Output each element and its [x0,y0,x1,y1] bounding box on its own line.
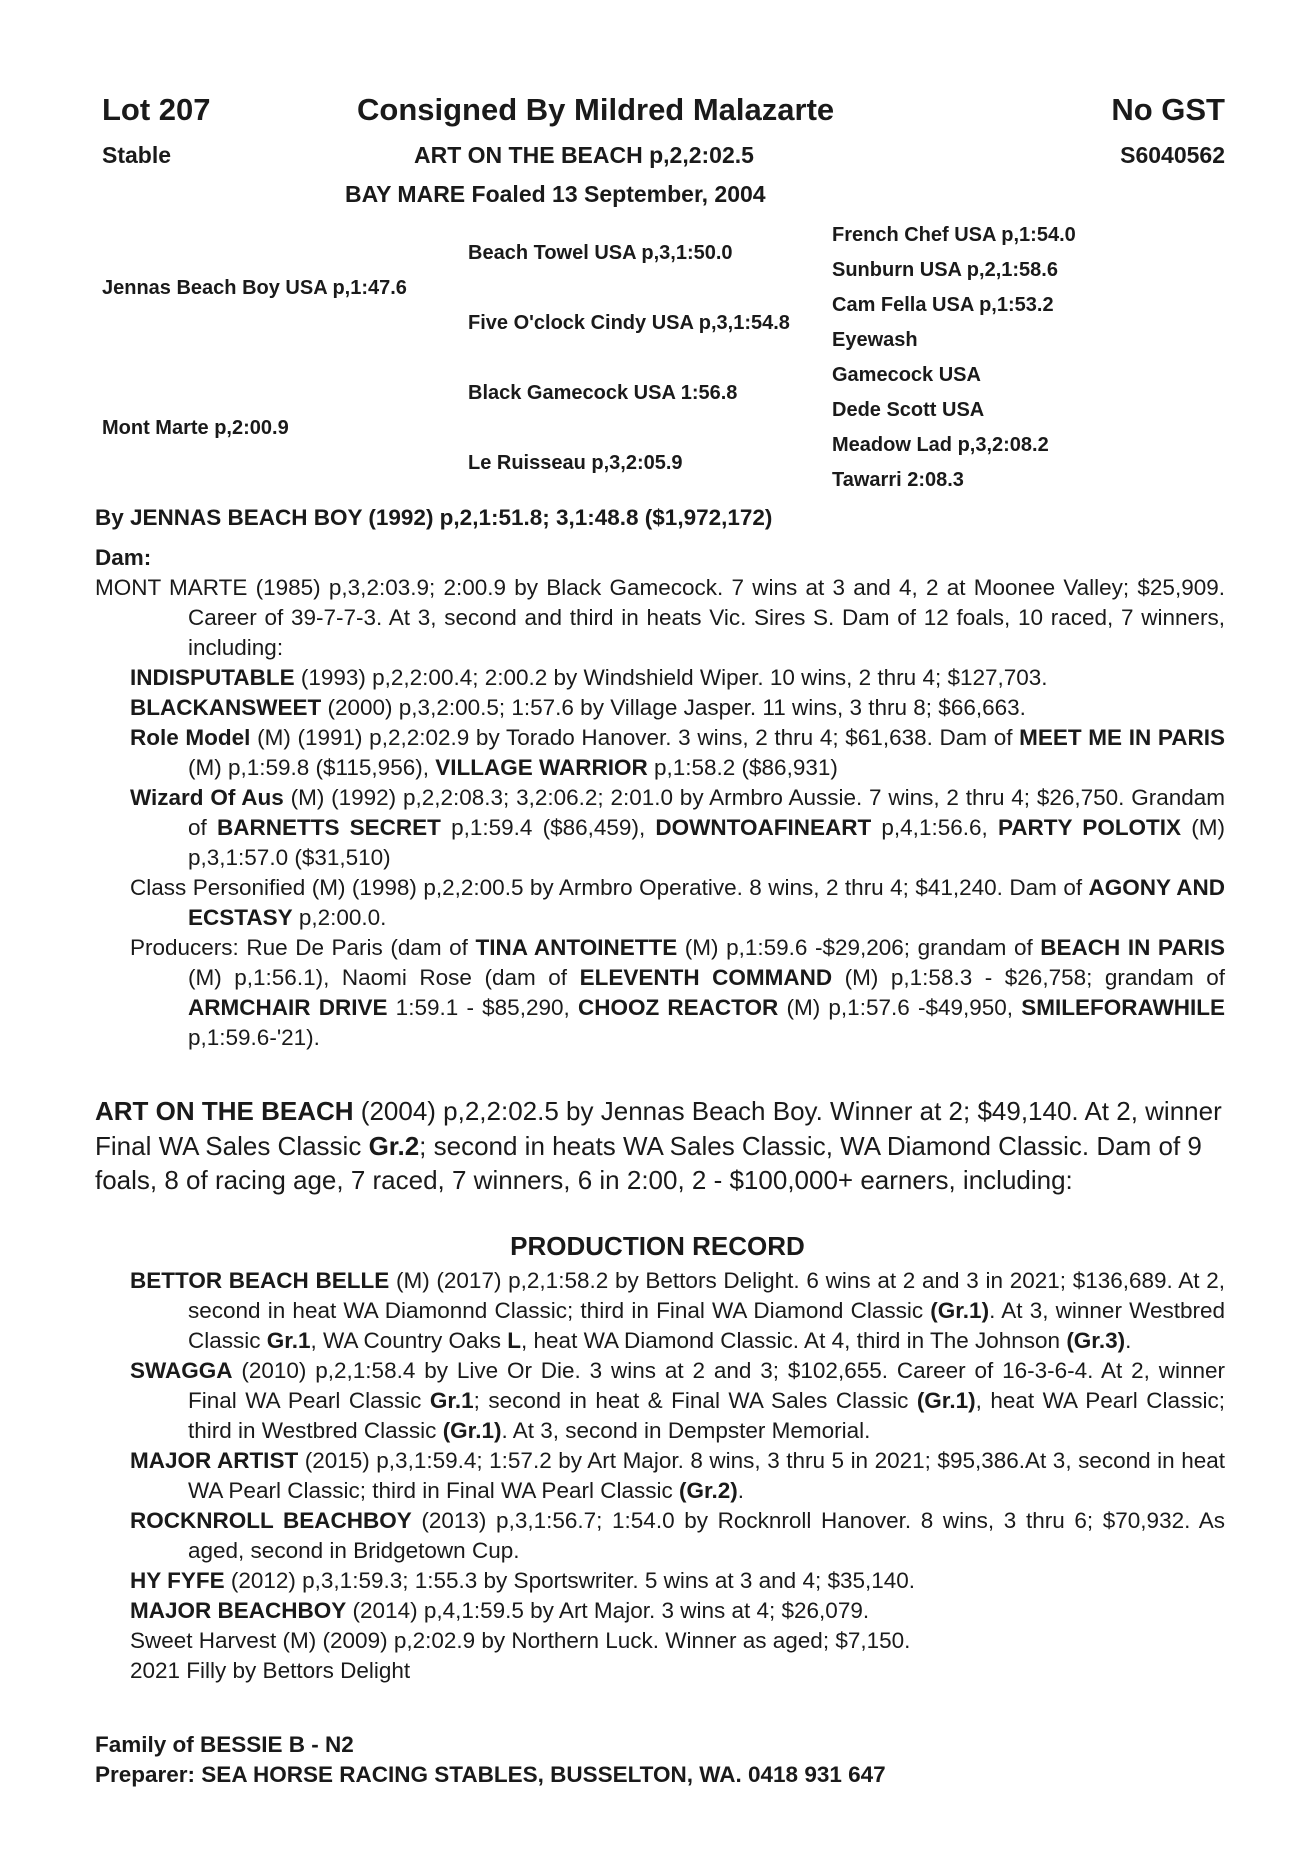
progeny-text: p,1:59.4 ($86,459), [440,815,656,840]
foal-name: SWAGGA [130,1358,233,1383]
pedigree-gen3-2: Sunburn USA p,2,1:58.6 [832,259,1058,281]
horse-summary-text: (2004) p,2,2:02.5 by Jennas Beach Boy. Winner at 2; $49,140. At 2, winner Final WA Sales Classic [95,1096,1222,1161]
foal-text: ; second in heat & Final WA Sales Classic [473,1388,917,1413]
producers-bold-name: ARMCHAIR DRIVE [188,995,388,1020]
production-record-title: PRODUCTION RECORD [510,1231,805,1261]
production-entry [95,1566,1225,1596]
producers-text: 1:59.1 - $85,290, [387,995,578,1020]
producers-text: (M) p,1:59.6 -$29,206; grandam of [677,935,1041,960]
foal-name: MAJOR BEACHBOY [130,1598,347,1623]
producers-bold-name: TINA ANTOINETTE [475,935,678,960]
progeny-text: (M) p,1:59.8 ($115,956), [188,755,436,780]
foal-text: (2012) p,3,1:59.3; 1:55.3 by Sportswriter. 5 wins at 3 and 4; $35,140. [224,1568,916,1593]
pedigree-gen3-6: Dede Scott USA [832,399,985,421]
progeny-bold-name: VILLAGE WARRIOR [435,755,648,780]
progeny-name: Wizard Of Aus [130,785,284,810]
pedigree-dam-sire: Black Gamecock USA 1:56.8 [468,382,738,404]
pedigree-dam: Mont Marte p,2:00.9 [102,417,289,439]
progeny-entry [95,663,1225,693]
foal-text: . [1125,1328,1132,1353]
grade-badge: L [507,1328,522,1353]
production-record [95,1266,1225,1686]
foal-name: MAJOR ARTIST [130,1448,299,1473]
producers-text: (M) p,1:58.3 - $26,758; grandam of [832,965,1226,990]
foal-text: , heat WA Diamond Classic. At 4, third in The Johnson [521,1328,1067,1353]
foal-text: , WA Country Oaks [310,1328,508,1353]
progeny-text: (1993) p,2,2:00.4; 2:00.2 by Windshield Wiper. 10 wins, 2 thru 4; $127,703. [294,665,1048,690]
foal-text: 2021 Filly by Bettors Delight [130,1658,411,1683]
grade-badge: (Gr.2) [678,1478,738,1503]
horse-summary-text: ; second in heats WA Sales Classic, WA Diamond Classic. Dam of 9 foals, 8 of racing age, 7 raced, 7 winners, 6 in 2:00, 2 - $100,000+ earners, including: [95,1130,1202,1195]
dam-text: MONT MARTE (1985) p,3,2:03.9; 2:00.9 by Black Gamecock. 7 wins at 3 and 4, 2 at Moonee Valley; $25,909. Career of 39-7-7-3. At 3, second and third in heats Vic. Sires S. Dam of 12 foals, 10 raced, 7 winners, including: [95,575,1225,660]
dam-entry [95,573,1225,663]
pedigree-dam-dam: Le Ruisseau p,3,2:05.9 [468,452,683,474]
horse-title: ART ON THE BEACH p,2,2:02.5 [414,142,754,168]
grade-badge: Gr.1 [429,1388,474,1413]
dam-section [95,573,1225,1053]
pedigree-gen3-3: Cam Fella USA p,1:53.2 [832,294,1054,316]
sire-line: By JENNAS BEACH BOY (1992) p,2,1:51.8; 3,1:48.8 ($1,972,172) [95,505,773,530]
progeny-text: p,2:00.0. [292,905,387,930]
foal-text: (2010) p,2,1:58.4 by Live Or Die. 3 wins at 2 and 3; $102,655. Career of 16-3-6-4. At 2, winner Final WA Pearl Classic [188,1358,1225,1413]
progeny-text: (2000) p,3,2:00.5; 1:57.6 by Village Jasper. 11 wins, 3 thru 8; $66,663. [321,695,1026,720]
grade-badge: Gr.2 [368,1130,420,1161]
foal-name: BETTOR BEACH BELLE [130,1268,390,1293]
progeny-bold-name: BARNETTS SECRET [216,815,441,840]
pedigree-gen3-7: Meadow Lad p,3,2:08.2 [832,434,1049,456]
stable-label: Stable [102,142,172,168]
producers-entry [95,933,1225,1053]
foal-name: ROCKNROLL BEACHBOY [130,1508,412,1533]
horse-description: BAY MARE Foaled 13 September, 2004 [345,181,766,207]
progeny-entry [95,873,1225,933]
pedigree-gen3-1: French Chef USA p,1:54.0 [832,224,1076,246]
progeny-entry [95,783,1225,873]
preparer-line: Preparer: SEA HORSE RACING STABLES, BUSSELTON, WA. 0418 931 647 [95,1762,886,1787]
progeny-text: (M) p,3,1:57.0 ($31,510) [188,815,1225,870]
foal-text: (M) (2017) p,2,1:58.2 by Bettors Delight. 6 wins at 2 and 3 in 2021; $136,689. At 2, second in heat WA Diamonnd Classic; third in Final WA Diamond Classic [188,1268,1226,1323]
pedigree-gen3-5: Gamecock USA [832,364,981,386]
progeny-text: p,4,1:56.6, [871,815,998,840]
grade-badge: Gr.1 [266,1328,311,1353]
grade-badge: (Gr.1) [916,1388,976,1413]
progeny-name: Role Model [130,725,251,750]
producers-text: (M) p,1:56.1), Naomi Rose (dam of [188,965,580,990]
progeny-entry [95,693,1225,723]
foal-text: (2015) p,3,1:59.4; 1:57.2 by Art Major. 8 wins, 3 thru 5 in 2021; $95,386.At 3, second in heat WA Pearl Classic; third in Final WA Pearl Classic [188,1448,1225,1503]
production-entry [95,1626,1225,1656]
foal-text: Sweet Harvest (M) (2009) p,2:02.9 by Northern Luck. Winner as aged; $7,150. [130,1628,911,1653]
progeny-name: BLACKANSWEET [130,695,322,720]
pedigree-sire-sire: Beach Towel USA p,3,1:50.0 [468,242,733,264]
pedigree-sire: Jennas Beach Boy USA p,1:47.6 [102,277,407,299]
family-line: Family of BESSIE B - N2 [95,1732,354,1757]
horse-id: S6040562 [1120,142,1225,168]
production-entry [95,1356,1225,1446]
foal-name: HY FYFE [130,1568,225,1593]
production-entry [95,1656,1225,1686]
production-entry [95,1506,1225,1566]
producers-text: Producers: Rue De Paris (dam of [130,935,476,960]
foal-text: . At 3, winner Westbred Classic [188,1298,1225,1353]
foal-text: (2013) p,3,1:56.7; 1:54.0 by Rocknroll Hanover. 8 wins, 3 thru 6; $70,932. As aged, second in Bridgetown Cup. [188,1508,1226,1563]
consignor: Consigned By Mildred Malazarte [357,92,835,127]
producers-bold-name: BEACH IN PARIS [1040,935,1225,960]
progeny-entry [95,723,1225,783]
producers-bold-name: SMILEFORAWHILE [1021,995,1225,1020]
grade-badge: (Gr.1) [930,1298,990,1323]
progeny-bold-name: AGONY AND ECSTASY [188,875,1226,930]
production-entry [95,1596,1225,1626]
progeny-text: Class Personified (M) (1998) p,2,2:00.5 by Armbro Operative. 8 wins, 2 thru 4; $41,240. Dam of [130,875,1089,900]
progeny-text: p,1:58.2 ($86,931) [647,755,838,780]
grade-badge: (Gr.1) [442,1418,502,1443]
foal-text: . [737,1478,745,1503]
horse-summary-name: ART ON THE BEACH [95,1096,354,1126]
progeny-text: (M) (1991) p,2,2:02.9 by Torado Hanover. 3 wins, 2 thru 4; $61,638. Dam of [250,725,1020,750]
production-entry [95,1446,1225,1506]
producers-text: (M) p,1:57.6 -$49,950, [778,995,1022,1020]
progeny-bold-name: MEET ME IN PARIS [1019,725,1225,750]
pedigree-sire-dam: Five O'clock Cindy USA p,3,1:54.8 [468,312,790,334]
progeny-text: (M) (1992) p,2,2:08.3; 3,2:06.2; 2:01.0 by Armbro Aussie. 7 wins, 2 thru 4; $26,750. Grandam of [188,785,1225,840]
lot-number: Lot 207 [102,92,211,127]
foal-text: , heat WA Pearl Classic; third in Westbred Classic [188,1388,1225,1443]
gst-status: No GST [1111,92,1225,127]
grade-badge: (Gr.3) [1066,1328,1126,1353]
horse-summary [95,1094,1225,1198]
producers-bold-name: ELEVENTH COMMAND [579,965,833,990]
progeny-bold-name: PARTY POLOTIX [997,815,1182,840]
production-entry [95,1266,1225,1356]
foal-text: (2014) p,4,1:59.5 by Art Major. 3 wins at 4; $26,079. [346,1598,870,1623]
pedigree-gen3-8: Tawarri 2:08.3 [832,469,964,491]
foal-text: . At 3, second in Dempster Memorial. [501,1418,871,1443]
producers-text: p,1:59.6-'21). [188,1025,320,1050]
progeny-bold-name: DOWNTOAFINEART [655,815,872,840]
producers-bold-name: CHOOZ REACTOR [577,995,779,1020]
pedigree-gen3-4: Eyewash [832,329,918,351]
progeny-name: INDISPUTABLE [130,665,295,690]
dam-label: Dam: [95,545,152,570]
